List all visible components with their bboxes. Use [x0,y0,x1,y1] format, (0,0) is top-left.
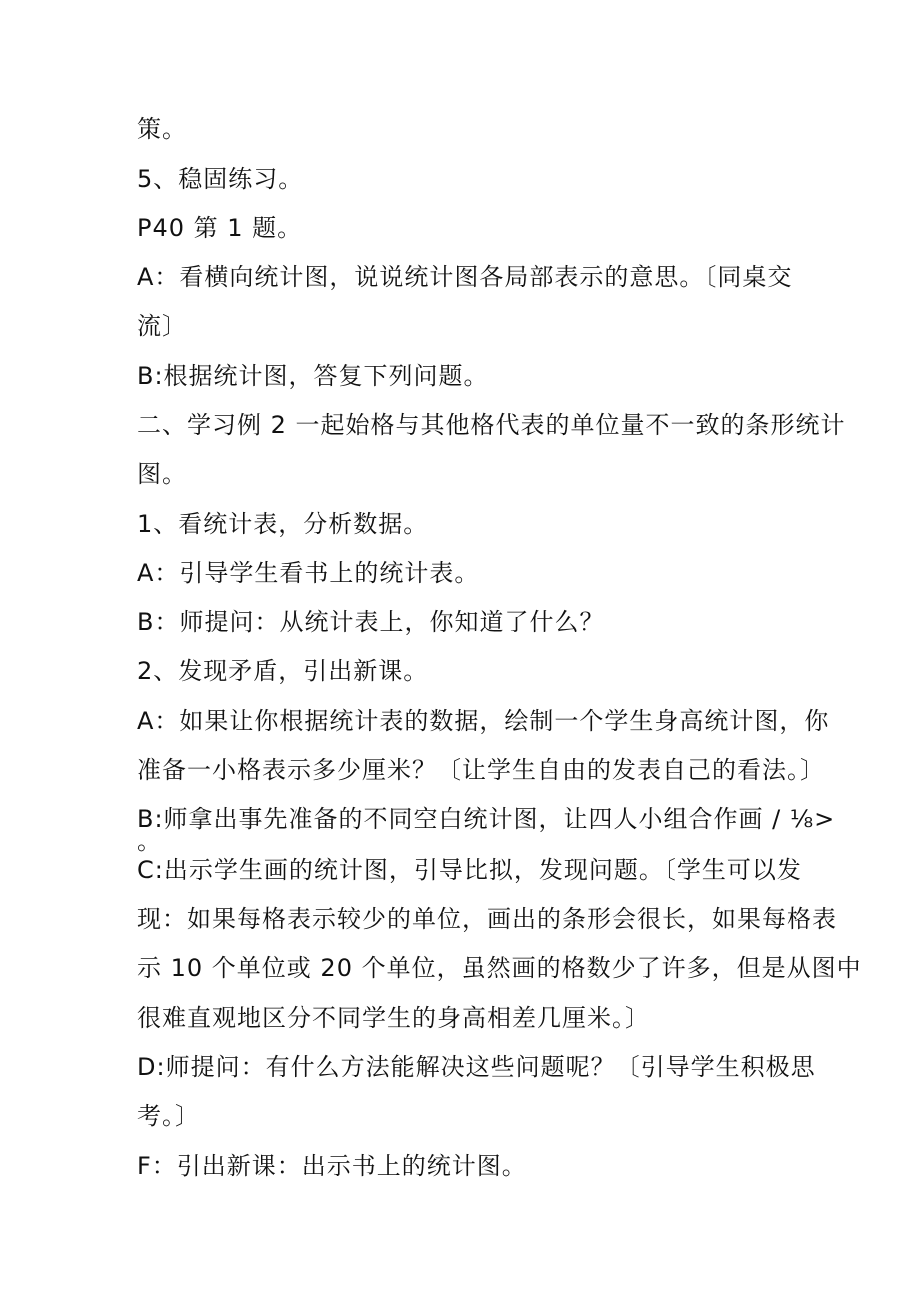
text-line: P40 第 1 题。 [137,214,303,242]
text-line: A：看横向统计图，说说统计图各局部表示的意思。〔同桌交 [137,263,793,291]
text-line: B:根据统计图，答复下列问题。 [137,362,489,390]
text-line: C:出示学生画的统计图，引导比拟，发现问题。〔学生可以发 [137,856,802,884]
text-line: A：引导学生看书上的统计表。 [137,559,480,587]
text-line: 2、发现矛盾，引出新课。 [137,657,429,685]
text-line: 准备一小格表示多少厘米？〔让学生自由的发表自己的看法。〕 [137,756,825,784]
text-line: 很难直观地区分不同学生的身高相差几厘米。〕 [137,1004,650,1032]
text-line: 图。 [137,460,187,488]
text-line: D:师提问：有什么方法能解决这些问题呢？〔引导学生积极思 [137,1053,816,1081]
text-line: 二、学习例 2 一起始格与其他格代表的单位量不一致的条形统计 [137,411,846,439]
text-line: 现：如果每格表示较少的单位，画出的条形会很长，如果每格表 [137,905,837,933]
text-line: A：如果让你根据统计表的数据，绘制一个学生身高统计图，你 [137,707,830,735]
text-line: B:师拿出事先准备的不同空白统计图，让四人小组合作画 / ⅛> [137,805,836,833]
text-line: 策。 [137,115,187,143]
text-line: 1、看统计表，分析数据。 [137,510,429,538]
text-line: 示 10 个单位或 20 个单位，虽然画的格数少了许多，但是从图中 [137,954,862,982]
text-line: F：引出新课：出示书上的统计图。 [137,1152,527,1180]
text-line: 考。〕 [137,1102,200,1130]
text-line: 。 [137,827,162,855]
text-line: 5、稳固练习。 [137,165,304,193]
text-line: B：师提问：从统计表上，你知道了什么？ [137,608,605,636]
text-line: 流〕 [137,312,187,340]
